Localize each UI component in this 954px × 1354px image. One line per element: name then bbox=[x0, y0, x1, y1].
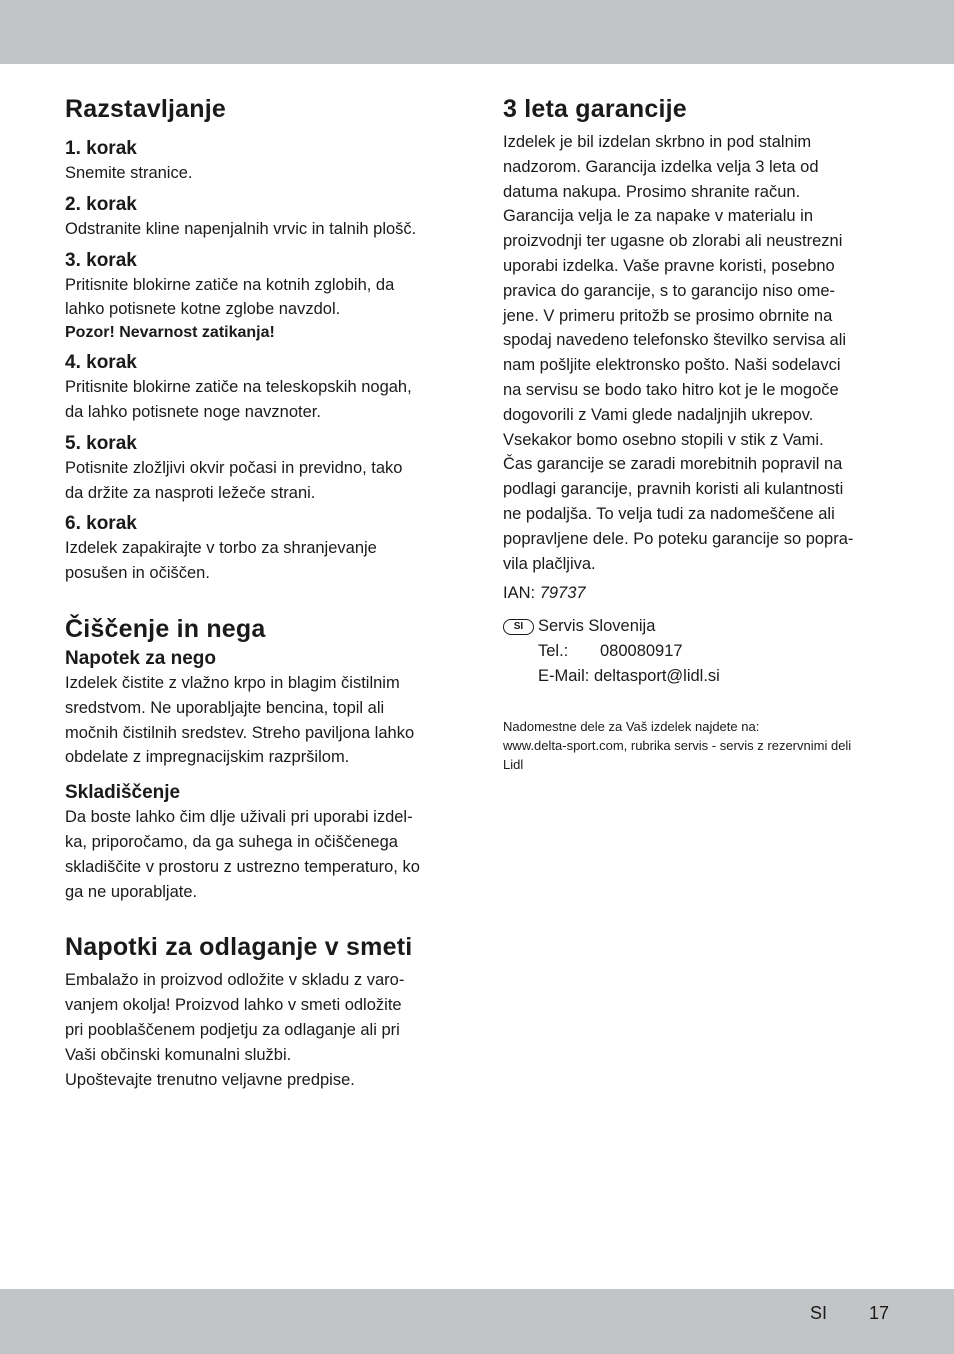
service-email bbox=[538, 664, 893, 689]
step-text: Snemite stranice. bbox=[65, 164, 193, 182]
page-number: 17 bbox=[869, 1303, 890, 1323]
storage-title: Skladiščenje bbox=[65, 782, 181, 804]
step-label: 3. korak bbox=[65, 249, 137, 271]
warranty-text: Čas garancije se zaradi morebitnih popravil na bbox=[503, 455, 843, 474]
care-tip-text: Izdelek čistite z vlažno krpo in blagim čistilnim bbox=[65, 673, 400, 692]
storage-block bbox=[65, 780, 460, 904]
care-tip-text: obdelate z impregnacijskim razpršilom. bbox=[65, 748, 350, 767]
step-label: 4. korak bbox=[65, 352, 137, 374]
disposal-title: Napotki za odlaganje v smeti bbox=[65, 933, 413, 962]
warranty-text: vila plačljiva. bbox=[503, 554, 596, 573]
step-text: da lahko potisnete noge navznoter. bbox=[65, 402, 321, 421]
step-label: 2. korak bbox=[65, 193, 137, 215]
warranty-text: nadzorom. Garancija izdelka velja 3 leta od bbox=[503, 157, 819, 176]
step-label: 1. korak bbox=[65, 138, 137, 159]
service-block bbox=[503, 614, 893, 688]
care-tip-text: sredstvom. Ne uporabljajte bencina, topil ali bbox=[65, 698, 385, 717]
step-text: lahko potisnete kotne zglobe navzdol. bbox=[65, 300, 341, 319]
warranty-text: pravica do garancije, s to garancijo niso ome- bbox=[503, 281, 836, 300]
warranty-text: Garancija velja le za napake v materialu in bbox=[503, 207, 813, 226]
step-6 bbox=[65, 511, 460, 586]
warranty-text: jene. V primeru pritožb se prosimo obrnite na bbox=[503, 306, 833, 325]
care-tip-title: Napotek za nego bbox=[65, 647, 216, 669]
warranty-text: dogovorili z Vami glede nadaljnjih ukrepov. bbox=[503, 405, 814, 424]
step-3 bbox=[65, 248, 460, 345]
phone-number: 080080917 bbox=[600, 641, 683, 660]
storage-text: skladiščite v prostoru z ustrezno temperaturo, ko bbox=[65, 857, 420, 876]
spare-parts-text: Lidl bbox=[503, 756, 524, 772]
left-column bbox=[65, 92, 460, 1092]
ian-line bbox=[503, 581, 893, 606]
right-column bbox=[503, 92, 893, 774]
care-tip-text: močnih čistilnih sredstev. Streho paviljona lahko bbox=[65, 723, 415, 742]
step-4 bbox=[65, 350, 460, 425]
service-name: Servis Slovenija bbox=[538, 617, 656, 636]
step-text: posušen in očiščen. bbox=[65, 564, 210, 583]
warranty-text: proizvodnji ter ugasne ob zlorabi ali neustrezni bbox=[503, 232, 843, 251]
step-text: Pritisnite blokirne zatiče na teleskopskih nogah, bbox=[65, 378, 412, 397]
warranty-text: Izdelek je bil izdelan skrbno in pod stalnim bbox=[503, 133, 812, 151]
care-title: Čiščenje in nega bbox=[65, 614, 266, 643]
warranty-text: popravljene dele. Po poteku garancije so popra- bbox=[503, 529, 854, 548]
step-text: Odstranite kline napenjalnih vrvic in talnih plošč. bbox=[65, 219, 417, 238]
service-phone bbox=[538, 639, 893, 664]
step-text: Potisnite zložljivi okvir počasi in previdno, tako bbox=[65, 458, 403, 477]
storage-text: ka, priporočamo, da ga suhega in očiščenega bbox=[65, 832, 398, 851]
country-badge: SI bbox=[503, 619, 534, 635]
warranty-text: Vsekakor bomo osebno stopili v stik z Vami. bbox=[503, 430, 824, 449]
step-2 bbox=[65, 192, 460, 242]
care-section bbox=[65, 612, 460, 904]
spare-parts-text[interactable]: www.delta-sport.com, rubrika servis - servis z rezervnimi deli bbox=[503, 737, 852, 753]
ian-label: IAN: bbox=[503, 584, 536, 603]
disposal-text: vanjem okolja! Proizvod lahko v smeti odložite bbox=[65, 996, 402, 1015]
warranty-title: 3 leta garancije bbox=[503, 95, 687, 123]
step-1 bbox=[65, 136, 460, 186]
step-label: 5. korak bbox=[65, 432, 137, 454]
disassembly-title: Razstavljanje bbox=[65, 95, 227, 123]
spare-parts-text: Nadomestne dele za Vaš izdelek najdete na: bbox=[503, 718, 760, 734]
step-label: 6. korak bbox=[65, 513, 137, 535]
spare-parts-note bbox=[503, 717, 893, 774]
footer-language: SI bbox=[810, 1303, 828, 1323]
warranty-text: na servisu se bodo tako hitro kot je le mogoče bbox=[503, 380, 839, 399]
warranty-text: podlagi garancije, pravnih koristi ali kulantnosti bbox=[503, 480, 844, 499]
warranty-text: ne podaljša. To velja tudi za nadomeščene ali bbox=[503, 504, 835, 523]
warranty-text: datuma nakupa. Prosimo shranite račun. bbox=[503, 182, 801, 201]
step-warning: Pozor! Nevarnost zatikanja! bbox=[65, 324, 275, 342]
warranty-text: nam pošljite elektronsko pošto. Naši sodelavci bbox=[503, 356, 841, 375]
storage-text: ga ne uporabljate. bbox=[65, 882, 198, 901]
top-bar bbox=[0, 0, 954, 64]
step-text: da držite za nasproti ležeče strani. bbox=[65, 483, 316, 502]
ian-value: 79737 bbox=[539, 584, 586, 603]
step-text: Pritisnite blokirne zatiče na kotnih zglobih, da bbox=[65, 275, 395, 294]
email-address[interactable]: deltasport@lidl.si bbox=[593, 666, 720, 685]
service-lines bbox=[538, 614, 893, 688]
step-text: Izdelek zapakirajte v torbo za shranjevanje bbox=[65, 539, 377, 558]
warranty-text: spodaj navedeno telefonsko številko servisa ali bbox=[503, 331, 847, 350]
disposal-text: Embalažo in proizvod odložite v skladu z varo- bbox=[65, 971, 405, 990]
phone-label: Tel.: bbox=[538, 641, 569, 660]
disposal-text: Vaši občinski komunalni službi. bbox=[65, 1045, 292, 1064]
storage-text: Da boste lahko čim dlje uživali pri uporabi izdel- bbox=[65, 808, 413, 827]
email-label: E-Mail: bbox=[538, 666, 590, 685]
disposal-text: pri pooblaščenem podjetju za odlaganje ali pri bbox=[65, 1020, 400, 1039]
disposal-section bbox=[65, 930, 460, 1092]
disposal-text: Upoštevajte trenutno veljavne predpise. bbox=[65, 1070, 355, 1089]
step-5 bbox=[65, 431, 460, 506]
warranty-text: uporabi izdelka. Vaše pravne koristi, posebno bbox=[503, 256, 835, 275]
